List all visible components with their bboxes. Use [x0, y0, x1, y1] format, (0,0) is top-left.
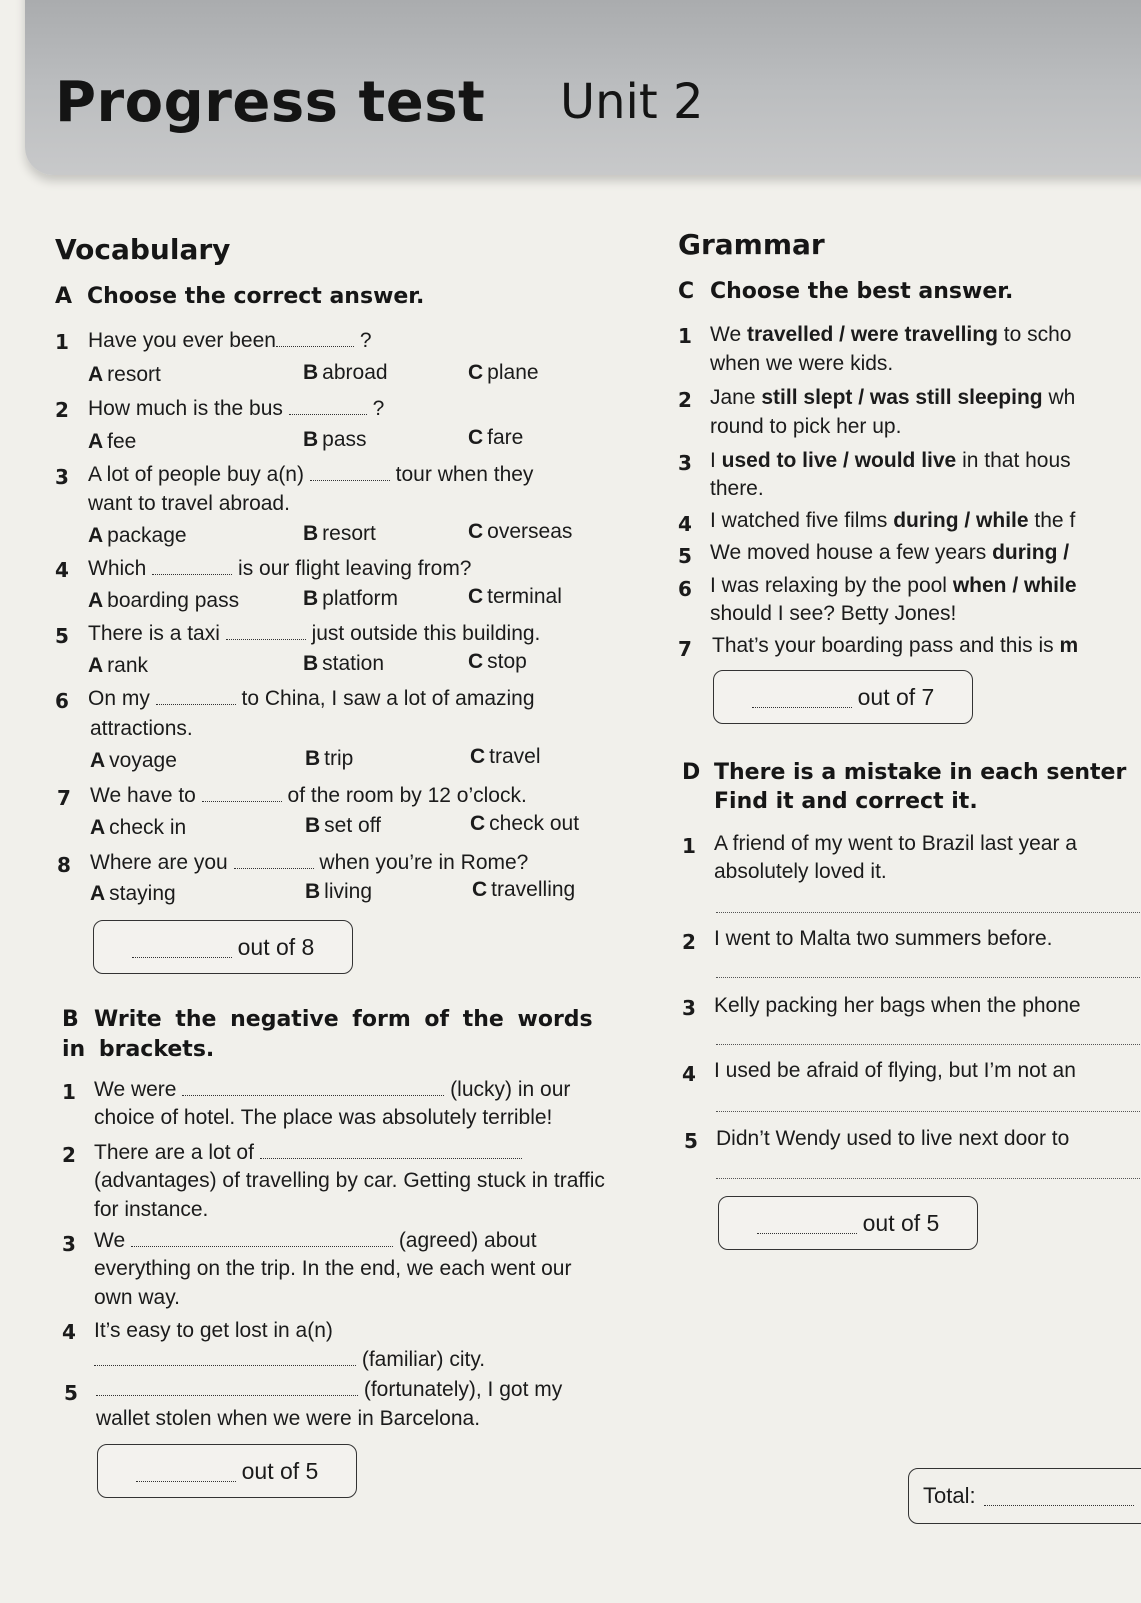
question-text: I watched five films during / while the f	[710, 509, 1076, 532]
answer-line[interactable]	[716, 912, 1141, 913]
vocabulary-heading: Vocabulary	[55, 233, 231, 266]
total-blank[interactable]	[984, 1487, 1134, 1506]
exercise-d-instruction-line2: Find it and correct it.	[714, 789, 978, 814]
question-text: I used to live / would live in that hous	[710, 449, 1071, 472]
question-number: 7	[57, 786, 71, 810]
question-text-line2: wallet stolen when we were in Barcelona.	[96, 1407, 481, 1430]
option-b[interactable]: B station	[303, 652, 385, 675]
total-label: Total:	[923, 1483, 976, 1508]
question-text	[88, 554, 472, 583]
question-post: tour when they	[395, 463, 534, 486]
exercise-c-title	[678, 279, 1013, 304]
option-a[interactable]: A boarding pass	[88, 589, 240, 612]
exercise-letter: B	[62, 1007, 79, 1032]
answer-blank[interactable]	[152, 556, 232, 575]
question-text-line2: choice of hotel. The place was absolutely terrible!	[94, 1106, 553, 1129]
answer-choice[interactable]: used to live / would live	[721, 449, 957, 472]
question-number: 3	[55, 465, 69, 489]
question-number: 4	[678, 512, 692, 536]
question-number: 1	[62, 1080, 76, 1104]
question-number: 6	[55, 689, 69, 713]
answer-blank[interactable]	[156, 686, 236, 705]
question-pre: We have to	[90, 784, 196, 807]
question-text	[90, 848, 528, 877]
question-text: A friend of my went to Brazil last year a	[714, 832, 1077, 855]
exercise-instruction: Choose the correct answer.	[87, 284, 425, 309]
question-number: 5	[64, 1381, 78, 1405]
answer-blank[interactable]	[234, 850, 314, 869]
question-number: 5	[684, 1129, 698, 1153]
answer-choice[interactable]: when / while	[952, 574, 1077, 597]
answer-choice[interactable]: still slept / was still sleeping	[761, 386, 1043, 409]
score-blank[interactable]	[752, 687, 852, 708]
score-label: out of 8	[237, 933, 315, 960]
score-box-a	[93, 920, 353, 974]
answer-choice[interactable]: during / while	[893, 509, 1029, 532]
score-box-b	[97, 1444, 357, 1498]
exercise-instruction: Write the negative form of the words in brackets.	[62, 1007, 593, 1062]
question-text: It’s easy to get lost in a(n)	[94, 1319, 333, 1342]
question-number: 1	[55, 330, 69, 354]
answer-choice[interactable]: during /	[992, 541, 1070, 564]
grammar-heading: Grammar	[678, 228, 825, 261]
answer-blank[interactable]	[289, 396, 367, 415]
question-text: We travelled / were travelling to scho	[710, 323, 1072, 346]
question-post: of the room by 12 o’clock.	[287, 784, 527, 807]
option-a[interactable]: A resort	[88, 363, 161, 386]
question-text	[96, 1375, 562, 1404]
option-c[interactable]: C fare	[468, 426, 524, 449]
answer-blank[interactable]	[202, 783, 282, 802]
answer-blank[interactable]	[182, 1077, 444, 1096]
question-text: Didn’t Wendy used to live next door to	[716, 1127, 1070, 1150]
question-pre: We	[94, 1229, 126, 1252]
option-a[interactable]: A voyage	[90, 749, 177, 772]
question-word: (familiar) city.	[361, 1348, 486, 1371]
option-c[interactable]: C travelling	[472, 878, 576, 901]
question-text: I used be afraid of flying, but I’m not an	[714, 1059, 1076, 1082]
question-pre: On my	[88, 687, 150, 710]
answer-choice[interactable]: m	[1059, 634, 1079, 657]
question-text-line2: there.	[710, 477, 764, 500]
question-post: to China, I saw a lot of amazing	[241, 687, 535, 710]
option-c[interactable]: C overseas	[468, 520, 573, 543]
option-b[interactable]: B abroad	[303, 361, 388, 384]
option-a[interactable]: A staying	[90, 882, 176, 905]
exercise-d-title	[682, 760, 1126, 785]
question-number: 8	[57, 853, 71, 877]
option-c[interactable]: C check out	[470, 812, 580, 835]
option-b[interactable]: B pass	[303, 428, 367, 451]
question-number: 2	[62, 1143, 76, 1167]
question-number: 2	[678, 388, 692, 412]
question-text	[94, 1075, 570, 1104]
question-word: (agreed) about	[398, 1229, 537, 1252]
question-text-line2: when we were kids.	[710, 352, 894, 375]
answer-blank[interactable]	[310, 462, 390, 481]
option-a[interactable]: A fee	[88, 430, 137, 453]
question-text: Kelly packing her bags when the phone	[714, 994, 1081, 1017]
question-text	[88, 619, 540, 648]
unit-label: Unit 2	[560, 74, 704, 130]
question-text-line2: attractions.	[90, 717, 193, 740]
answer-line[interactable]	[716, 977, 1141, 978]
question-pre: A lot of people buy a(n)	[88, 463, 304, 486]
question-text: That’s your boarding pass and this is m	[712, 634, 1079, 657]
question-pre: Where are you	[90, 851, 228, 874]
question-text-line2: want to travel abroad.	[88, 492, 290, 515]
option-c[interactable]: C plane	[468, 361, 539, 384]
question-number: 3	[678, 451, 692, 475]
question-word: (lucky) in our	[450, 1078, 571, 1101]
answer-blank[interactable]	[260, 1140, 522, 1159]
answer-line[interactable]	[716, 1178, 1141, 1179]
exercise-letter: A	[55, 284, 73, 309]
question-number: 4	[55, 558, 69, 582]
answer-blank[interactable]	[131, 1228, 393, 1247]
total-box	[908, 1468, 1141, 1524]
exercise-instruction: There is a mistake in each senter	[714, 760, 1127, 785]
question-number: 1	[678, 324, 692, 348]
option-b[interactable]: B trip	[305, 747, 354, 770]
option-a[interactable]: A rank	[88, 654, 149, 677]
question-pre: How much is the bus	[88, 397, 283, 420]
answer-line[interactable]	[716, 1111, 1141, 1112]
question-number: 6	[678, 577, 692, 601]
question-number: 2	[55, 398, 69, 422]
question-pre: We were	[94, 1078, 177, 1101]
option-a[interactable]: A check in	[90, 816, 187, 839]
question-number: 3	[62, 1232, 76, 1256]
question-number: 1	[682, 834, 696, 858]
score-box-d	[718, 1196, 978, 1250]
question-text-line2: should I see? Betty Jones!	[710, 602, 957, 625]
option-a[interactable]: A package	[88, 524, 187, 547]
question-text: I went to Malta two summers before.	[714, 927, 1053, 950]
answer-blank[interactable]	[96, 1377, 358, 1396]
question-post: ?	[372, 397, 385, 420]
exercise-letter: D	[682, 760, 701, 785]
question-text: Jane still slept / was still sleeping wh	[710, 386, 1076, 409]
question-number: 2	[682, 930, 696, 954]
question-post: just outside this building.	[311, 622, 541, 645]
option-b[interactable]: B set off	[305, 814, 381, 837]
question-text: We moved house a few years during /	[710, 541, 1070, 564]
question-number: 4	[682, 1062, 696, 1086]
option-c[interactable]: C travel	[470, 745, 541, 768]
answer-blank[interactable]	[226, 621, 306, 640]
question-post: ?	[359, 329, 372, 352]
option-b[interactable]: B platform	[303, 587, 399, 610]
question-post: is our flight leaving from?	[238, 557, 472, 580]
question-text-line2: absolutely loved it.	[714, 860, 887, 883]
exercise-instruction: Choose the best answer.	[710, 279, 1014, 304]
question-text	[94, 1138, 522, 1167]
question-number: 4	[62, 1320, 76, 1344]
question-text	[88, 394, 384, 423]
score-label: out of 5	[241, 1457, 319, 1484]
answer-blank[interactable]	[276, 328, 354, 347]
page-title: Progress test	[55, 70, 486, 135]
question-text	[90, 781, 527, 810]
question-text-line2: round to pick her up.	[710, 415, 902, 438]
option-b[interactable]: B resort	[303, 522, 376, 545]
option-b[interactable]: B living	[305, 880, 373, 903]
question-text: I was relaxing by the pool when / while	[710, 574, 1077, 597]
question-pre: Which	[88, 557, 147, 580]
exercise-b-title	[62, 1005, 627, 1065]
exercise-letter: C	[678, 279, 695, 304]
question-text	[88, 460, 533, 489]
question-text	[88, 326, 372, 355]
score-box-c	[713, 670, 973, 724]
question-text-continued: everything on the trip. In the end, we each went our own way.	[94, 1257, 572, 1309]
question-number: 5	[55, 624, 69, 648]
question-text-continued: (advantages) of travelling by car. Getting stuck in traffic for instance.	[94, 1169, 605, 1221]
question-number: 7	[678, 637, 692, 661]
answer-line[interactable]	[716, 1044, 1141, 1045]
score-blank[interactable]	[132, 937, 232, 958]
question-pre: Have you ever been	[88, 329, 276, 352]
answer-blank[interactable]	[94, 1347, 356, 1366]
question-text-line2	[94, 1345, 485, 1374]
score-label: out of 7	[857, 683, 935, 710]
question-text	[94, 1226, 537, 1255]
option-c[interactable]: C stop	[468, 650, 527, 673]
question-number: 3	[682, 996, 696, 1020]
question-word: (fortunately), I got my	[363, 1378, 563, 1401]
question-pre: There is a taxi	[88, 622, 220, 645]
score-blank[interactable]	[757, 1213, 857, 1234]
score-blank[interactable]	[136, 1461, 236, 1482]
exercise-a-title	[55, 284, 424, 309]
answer-choice[interactable]: travelled / were travelling	[746, 323, 998, 346]
question-pre: There are a lot of	[94, 1141, 254, 1164]
question-number: 5	[678, 544, 692, 568]
score-label: out of 5	[862, 1209, 940, 1236]
option-c[interactable]: C terminal	[468, 585, 562, 608]
question-post: when you’re in Rome?	[319, 851, 529, 874]
question-text	[88, 684, 535, 713]
